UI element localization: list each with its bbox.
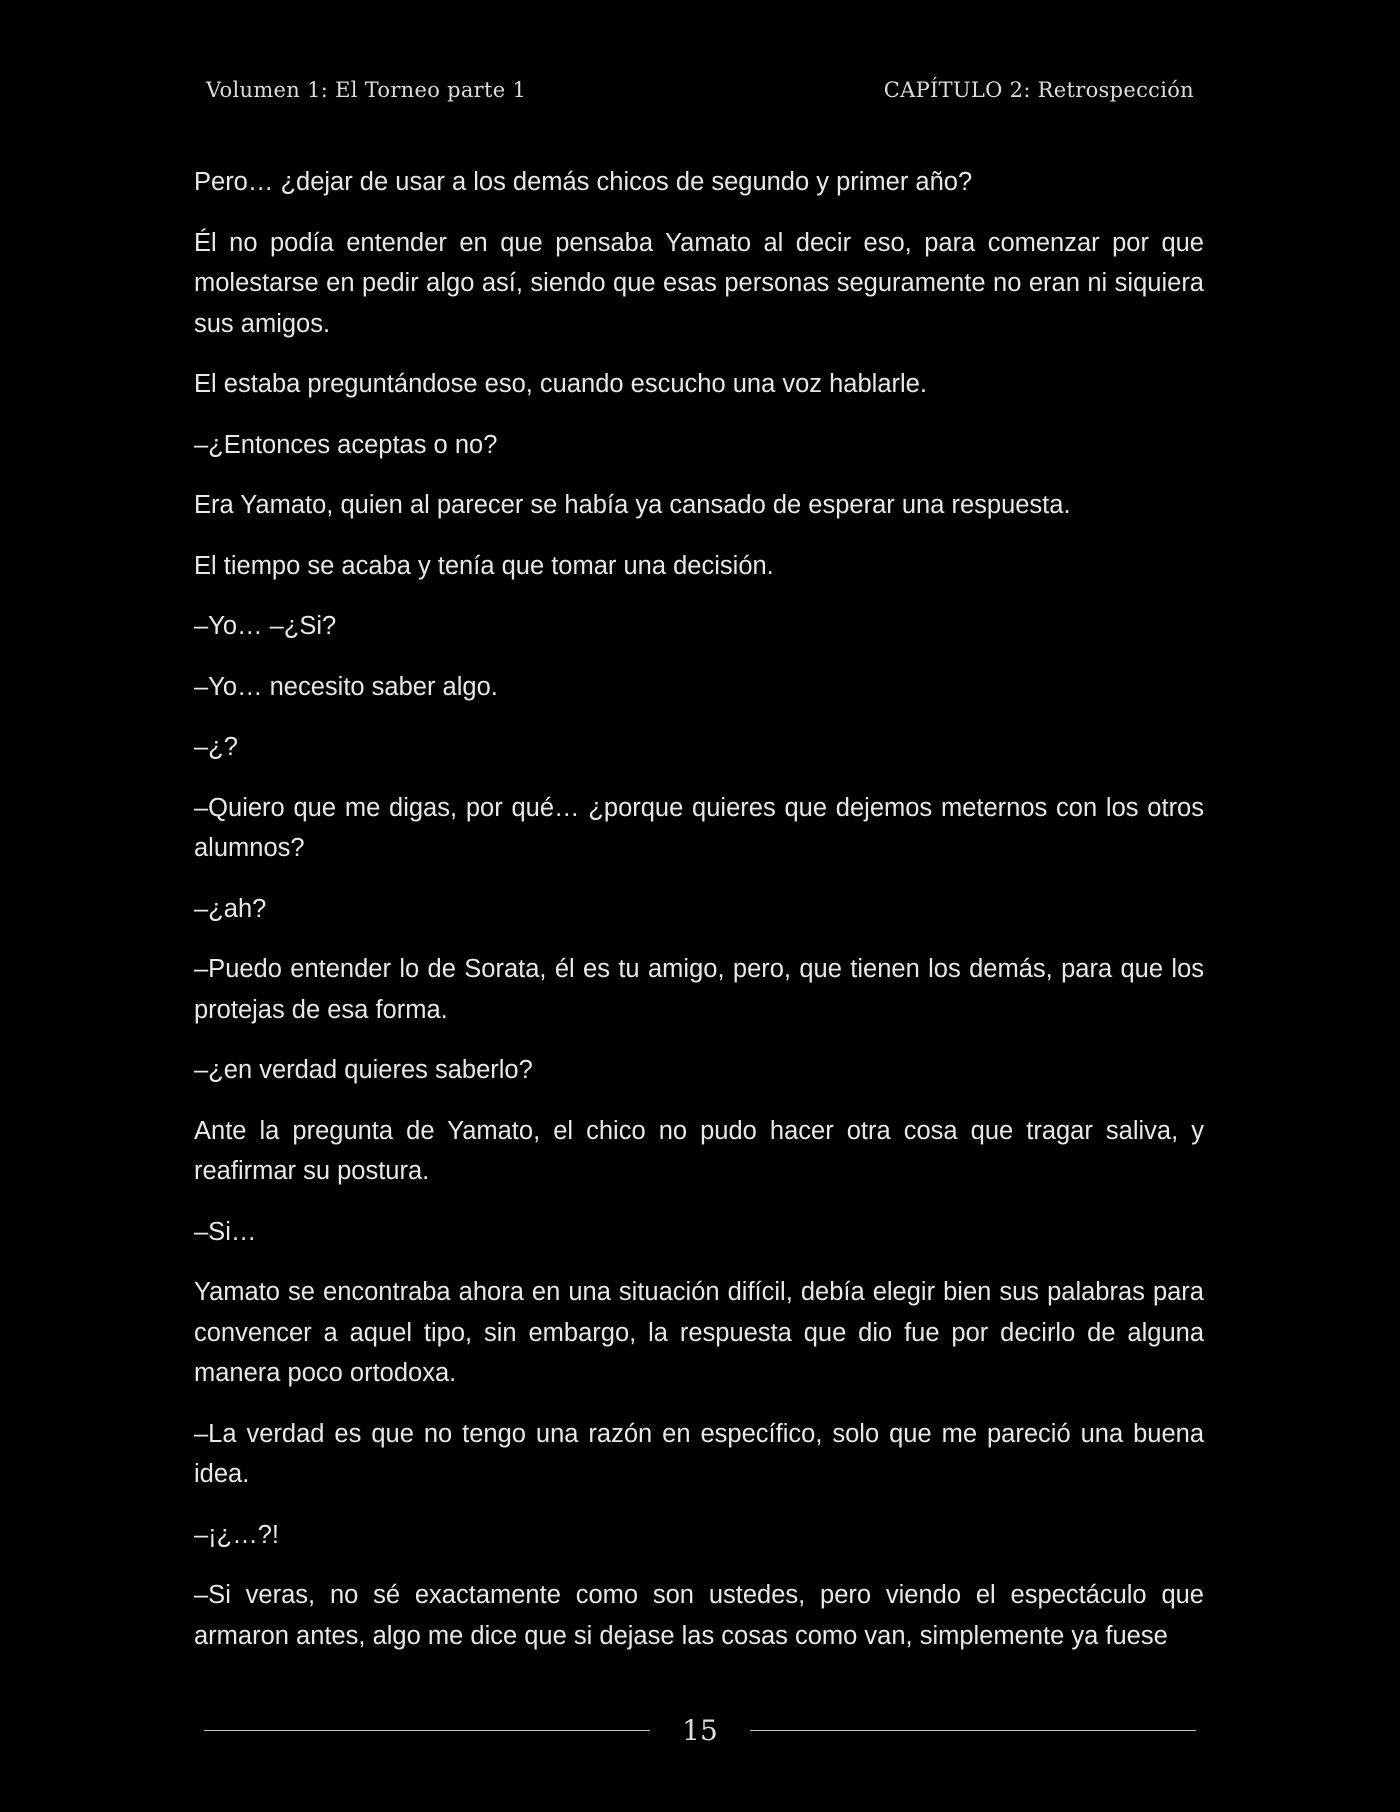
paragraph: –¿? xyxy=(194,733,238,761)
volume-title: Volumen 1: El Torneo parte 1 xyxy=(206,78,527,102)
paragraph: –Si… xyxy=(194,1217,257,1246)
paragraph: Yamato se encontraba ahora en una situación difícil, debía elegir bien sus palabras para convencer a aquel tipo, sin embargo, la respuesta que dio fue por decirlo de alguna manera poco ortodoxa. xyxy=(194,1278,1204,1387)
paragraph: –Yo… necesito saber algo. xyxy=(194,672,498,701)
paragraph: –La verdad es que no tengo una razón en específico, solo que me pareció una buena idea. xyxy=(194,1419,1204,1488)
paragraph: –¿Entonces aceptas o no? xyxy=(194,430,498,459)
paragraph: –¿ah? xyxy=(194,894,267,923)
paragraph: –Quiero que me digas, por qué… ¿porque quieres que dejemos meternos con los otros alumnos? xyxy=(194,793,1204,862)
footer-rule-left xyxy=(204,1730,650,1731)
paragraph: Era Yamato, quien al parecer se había ya cansado de esperar una respuesta. xyxy=(194,491,1071,519)
paragraph: El estaba preguntándose eso, cuando escucho una voz hablarle. xyxy=(194,370,927,398)
page-number: 15 xyxy=(682,1713,718,1747)
chapter-title: CAPÍTULO 2: Retrospección xyxy=(883,78,1194,102)
page-header xyxy=(206,78,1194,102)
paragraph: –Puedo entender lo de Sorata, él es tu amigo, pero, que tienen los demás, para que los protejas de esa forma. xyxy=(194,955,1204,1024)
paragraph: –¿en verdad quieres saberlo? xyxy=(194,1056,533,1084)
page-body xyxy=(194,162,1204,1676)
paragraph: –¡¿…?! xyxy=(194,1520,280,1549)
paragraph: Ante la pregunta de Yamato, el chico no pudo hacer otra cosa que tragar saliva, y reafirmar su postura. xyxy=(194,1116,1204,1185)
paragraph: –Si veras, no sé exactamente como son ustedes, pero viendo el espectáculo que armaron antes, algo me dice que si dejase las cosas como van, simplemente ya fuese xyxy=(194,1581,1204,1650)
paragraph: Pero… ¿dejar de usar a los demás chicos de segundo y primer año? xyxy=(194,168,973,196)
paragraph: Él no podía entender en que pensaba Yamato al decir eso, para comenzar por que molestarse en pedir algo así, siendo que esas personas seguramente no eran ni siquiera sus amigos. xyxy=(194,228,1204,338)
footer-rule-right xyxy=(750,1730,1196,1731)
page-footer xyxy=(204,1710,1196,1750)
paragraph: –Yo… –¿Si? xyxy=(194,612,337,640)
paragraph: El tiempo se acaba y tenía que tomar una decisión. xyxy=(194,551,774,580)
